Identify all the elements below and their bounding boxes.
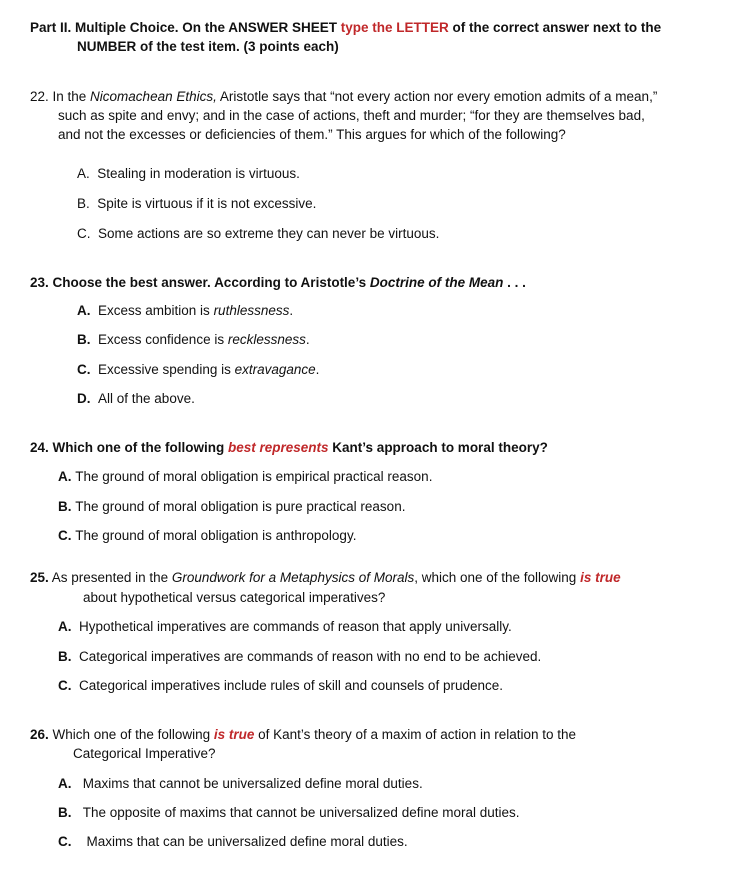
q26-option-b: B. The opposite of maxims that cannot be universalized define moral duties. — [58, 805, 520, 820]
q23-option-d: D. All of the above. — [77, 391, 195, 406]
q26-option-a: A. Maxims that cannot be universalized define moral duties. — [58, 776, 423, 791]
q24-option-b: B. The ground of moral obligation is pure practical reason. — [58, 499, 406, 514]
q25-stem-line-2: about hypothetical versus categorical imperatives? — [83, 590, 386, 605]
groundwork-title: Groundwork for a Metaphysics of Morals — [171, 570, 415, 585]
q25-stem-line-1: 25. As presented in the Groundwork for a Metaphysics of Morals, which one of the following is true — [30, 570, 621, 585]
instructions-line-2: NUMBER of the test item. (3 points each) — [77, 39, 339, 54]
q22-stem-line-3: and not the excesses or deficiencies of them.” This argues for which of the following? — [58, 127, 566, 142]
doctrine-title: Doctrine of the Mean — [369, 275, 504, 290]
book-title: Nicomachean Ethics, — [90, 89, 217, 104]
q25-option-b: B. Categorical imperatives are commands of reason with no end to be achieved. — [58, 649, 542, 664]
q22-stem-line-2: such as spite and envy; and in the case of actions, theft and murder; “for they are themselves bad, — [58, 108, 645, 123]
highlight-type-letter: type the LETTER — [340, 20, 449, 35]
highlight-is-true: is true — [213, 727, 255, 742]
q23-option-a: A. Excess ambition is ruthlessness. — [77, 303, 294, 318]
q22-option-b: B. Spite is virtuous if it is not excessive. — [77, 196, 317, 211]
q26-stem-line-2: Categorical Imperative? — [73, 746, 216, 761]
instructions-line-1: Part II. Multiple Choice. On the ANSWER SHEET type the LETTER of the correct answer next to the — [30, 20, 662, 35]
q23-option-c: C. Excessive spending is extravagance. — [77, 362, 320, 377]
q24-option-a: A. The ground of moral obligation is empirical practical reason. — [58, 469, 433, 484]
q22-option-c: C. Some actions are so extreme they can never be virtuous. — [77, 226, 440, 241]
highlight-is-true: is true — [580, 570, 621, 585]
q22-stem-line-1: 22. In the Nicomachean Ethics, Aristotle says that “not every action nor every emotion admits of a mean,” — [30, 89, 658, 104]
q26-stem-line-1: 26. Which one of the following is true of Kant’s theory of a maxim of action in relation to the — [30, 727, 577, 742]
highlight-best-represents: best represents — [228, 440, 329, 455]
q24-option-c: C. The ground of moral obligation is anthropology. — [58, 528, 357, 543]
q25-option-a: A. Hypothetical imperatives are commands of reason that apply universally. — [58, 619, 512, 634]
q23-option-b: B. Excess confidence is recklessness. — [77, 332, 310, 347]
q26-option-c: C. Maxims that can be universalized define moral duties. — [58, 834, 408, 849]
q24-stem: 24. Which one of the following best represents Kant’s approach to moral theory? — [30, 440, 548, 455]
q23-stem: 23. Choose the best answer. According to Aristotle’s Doctrine of the Mean . . . — [30, 275, 526, 290]
q25-option-c: C. Categorical imperatives include rules of skill and counsels of prudence. — [58, 678, 503, 693]
q22-option-a: A. Stealing in moderation is virtuous. — [77, 166, 300, 181]
